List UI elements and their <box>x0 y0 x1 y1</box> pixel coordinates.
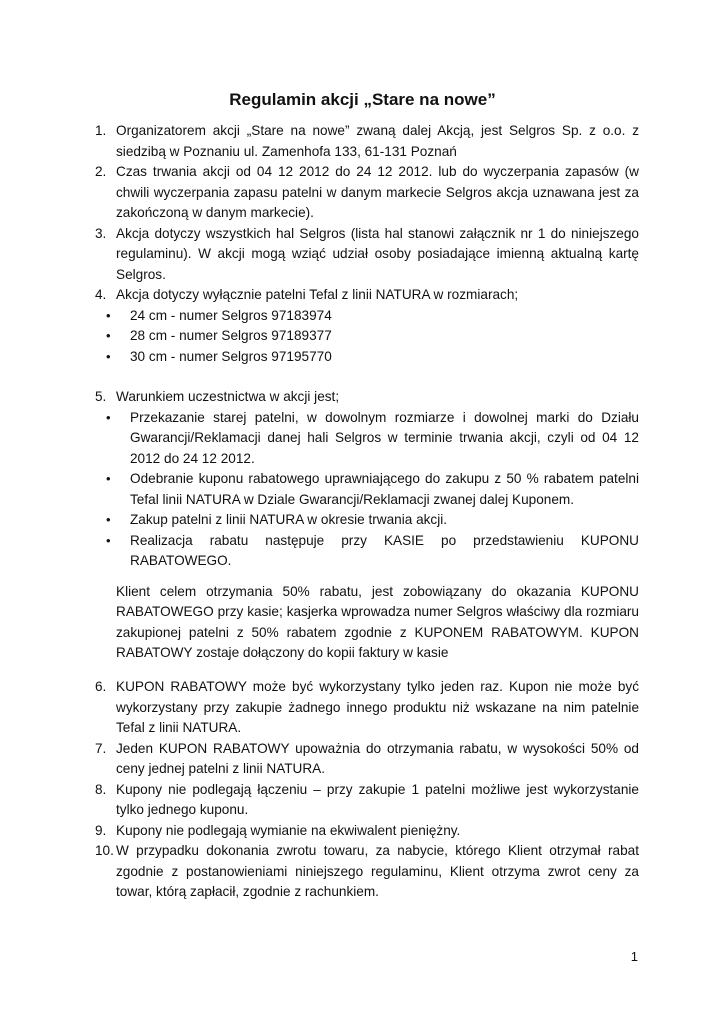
item-number: 8. <box>95 781 107 797</box>
bullet-text: Zakup patelni z linii NATURA w okresie trwania akcji. <box>130 512 448 527</box>
list-item-3 <box>95 224 639 286</box>
item-number: 10. <box>95 843 114 859</box>
sizes-list-item <box>95 347 639 368</box>
bullet-text: 30 cm - numer Selgros 97195770 <box>130 348 332 364</box>
list-item-8 <box>95 780 639 821</box>
bullet-text: Przekazanie starej patelni, w dowolnym rozmiarze i dowolnej marki do Działu Gwarancji/Reklamacji danej hali Selgros w terminie trwania akcji, czyli od 04 12 2012 do 24 12 2012. <box>130 409 639 466</box>
item-number: 1. <box>95 123 107 138</box>
list-item-10 <box>95 841 639 903</box>
bullet-text: 28 cm - numer Selgros 97189377 <box>130 328 332 343</box>
item-text: Jeden KUPON RABATOWY upoważnia do otrzymania rabatu, w wysokości 50% od ceny jednej patelni z linii NATURA. <box>116 740 639 777</box>
bullet-text: 24 cm - numer Selgros 97183974 <box>130 307 332 323</box>
item-number: 6. <box>95 679 107 695</box>
conditions-list-item <box>95 531 639 572</box>
item-text: Kupony nie podlegają wymianie na ekwiwalent pieniężny. <box>116 822 461 838</box>
list-item-2 <box>95 162 639 224</box>
list-item-4 <box>95 285 639 306</box>
item-text: Akcja dotyczy wyłącznie patelni Tefal z linii NATURA w rozmiarach; <box>116 287 519 302</box>
item-text: Kupony nie podlegają łączeniu – przy zakupie 1 patelni możliwe jest wykorzystanie tylko jednego kuponu. <box>116 781 639 818</box>
list-item-9 <box>95 821 639 842</box>
item-text: KUPON RABATOWY może być wykorzystany tylko jeden raz. Kupon nie może być wykorzystany przy zakupie żadnego innego produktu niż wskazane na nim patelnie Tefal z linii NATURA. <box>116 679 639 736</box>
bullet-icon: • <box>106 471 111 486</box>
item-number: 4. <box>95 287 107 302</box>
bullet-icon: • <box>106 512 111 527</box>
item-number: 7. <box>95 740 107 756</box>
list-item-7 <box>95 739 639 780</box>
item-text: Akcja dotyczy wszystkich hal Selgros (lista hal stanowi załącznik nr 1 do niniejszego regulaminu). W akcji mogą wziąć udział osoby posiadające imienną aktualną kartę Selgros. <box>116 225 639 282</box>
sizes-list <box>95 306 639 368</box>
bullet-text: Realizacja rabatu następuje przy KASIE po przedstawieniu KUPONU RABATOWEGO. <box>130 532 639 568</box>
bullet-icon: • <box>106 409 111 425</box>
bullet-icon: • <box>106 328 111 343</box>
item-text: Organizatorem akcji „Stare na nowe” zwaną dalej Akcją, jest Selgros Sp. z o.o. z siedzibą w Poznaniu ul. Zamenhofa 133, 61-131 Poznań <box>116 123 639 159</box>
item-number: 9. <box>95 822 107 838</box>
document-body <box>95 121 639 903</box>
item-text: Warunkiem uczestnictwa w akcji jest; <box>116 389 340 404</box>
conditions-list-item <box>95 469 639 510</box>
spacer <box>95 367 639 387</box>
item-text: W przypadku dokonania zwrotu towaru, za nabycie, którego Klient otrzymał rabat zgodnie z postanowieniami niniejszego regulaminu, Klient otrzyma zwrot ceny za towar, którą zapłacił, zgodnie z rachunkiem. <box>116 843 639 900</box>
list-item-1 <box>95 121 639 162</box>
bullet-icon: • <box>106 532 111 548</box>
item-number: 2. <box>95 164 107 179</box>
item-number: 5. <box>95 389 107 404</box>
coupon-paragraph: Klient celem otrzymania 50% rabatu, jest zobowiązany do okazania KUPONU RABATOWEGO przy kasie; kasjerka wprowadza numer Selgros właściwy dla rozmiaru zakupionej patelni z 50% rabatem zgodnie z KUPONEM RABATOWYM. KUPON RABATOWY zostaje dołączony do kopii faktury w kasie <box>116 583 639 660</box>
list-item-5 <box>95 387 639 408</box>
bullet-icon: • <box>106 348 111 364</box>
sizes-list-item <box>95 326 639 347</box>
conditions-list-item <box>95 510 639 531</box>
bullet-text: Odebranie kuponu rabatowego uprawniającego do zakupu z 50 % rabatem patelni Tefal linii NATURA w Dziale Gwarancji/Reklamacji zwanej dalej Kuponem. <box>130 471 639 507</box>
item-text: Czas trwania akcji od 04 12 2012 do 24 12 2012. lub do wyczerpania zapasów (w chwili wyczerpania zapasu patelni w danym markecie Selgros akcja uznawana jest za zakończoną w danym markecie). <box>116 164 639 220</box>
sizes-list-item <box>95 306 639 327</box>
bullet-icon: • <box>106 307 111 323</box>
document-title: Regulamin akcji „Stare na nowe” <box>229 90 496 109</box>
conditions-list-item <box>95 408 639 470</box>
item-number: 3. <box>95 225 107 241</box>
list-item-6 <box>95 677 639 739</box>
conditions-list <box>95 408 639 572</box>
page-number: 1 <box>630 949 638 964</box>
